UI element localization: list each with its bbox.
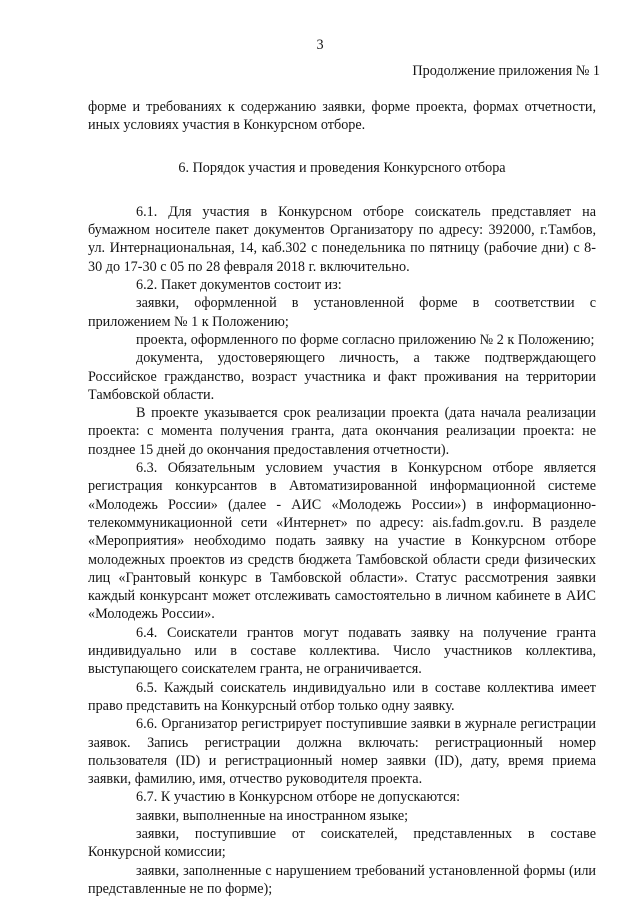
page-number: 3 (316, 37, 324, 53)
paragraph-6-5: 6.5. Каждый соискатель индивидуально или в составе коллектива имеет право представить на Конкурсный отбор только одну заявку. (88, 679, 596, 714)
list-item-commission-members: заявки, поступившие от соискателей, представленных в составе Конкурсной комиссии; (88, 825, 596, 861)
section-title: 6. Порядок участия и проведения Конкурсного отбора (178, 159, 506, 176)
intro-paragraph: форме и требованиях к содержанию заявки, форме проекта, формах отчетности, иных условиях участия в Конкурсном отборе. (88, 99, 596, 134)
list-item-foreign-language: заявки, выполненные на иностранном языке; (136, 807, 409, 824)
paragraph-6-1: 6.1. Для участия в Конкурсном отборе соискатель представляет на бумажном носителе пакет документов Организатору по адресу: 392000, г.Тамбов, ул. Интернациональная, 14, каб.302 с понедельника по пятницу (рабочие дни) с 8-30 до 17-30 с 05 по 28 февраля 2018 г. включительно. (88, 203, 596, 275)
paragraph-6-7: 6.7. К участию в Конкурсном отборе не допускаются: (136, 789, 461, 806)
list-item-identity-document: документа, удостоверяющего личность, а также подтверждающего Российское гражданство, возраст участника и факт проживания на территории Тамбовской области. (88, 350, 596, 403)
list-item-project: проекта, оформленного по форме согласно приложению № 2 к Положению; (136, 331, 595, 348)
paragraph-6-6: 6.6. Организатор регистрирует поступившие заявки в журнале регистрации заявок. Запись регистрации должна включать: регистрационный номер пользователя (ID) и регистрационный номер заявки (ID), дату, время приема заявки, фамилию, имя, отчество руководителя проекта. (88, 716, 596, 788)
list-item-application: заявки, оформленной в установленной форме в соответствии с приложением № 1 к Положению; (88, 295, 596, 330)
document-body (88, 98, 596, 898)
paragraph-6-4: 6.4. Соискатели грантов могут подавать заявку на получение гранта индивидуально или в составе коллектива. Число участников коллектива, выступающего соискателем гранта, не ограничивается. (88, 624, 596, 678)
list-item-form-violation: заявки, заполненные с нарушением требований установленной формы (или представленные не по форме); (88, 862, 596, 897)
paragraph-project-term: В проекте указывается срок реализации проекта (дата начала реализации проекта: с момента получения гранта, дата окончания реализации проекта: не позднее 15 дней до окончания предоставления отчетности). (88, 405, 596, 458)
appendix-note: Продолжение приложения № 1 (412, 63, 600, 79)
paragraph-6-3: 6.3. Обязательным условием участия в Конкурсном отборе является регистрация конкурсантов в Автоматизированной информационной системе «Молодежь России» (далее - АИС «Молодежь России») в информационно-телекоммуникационной сети «Интернет» по адресу: ais.fadm.gov.ru. В разделе «Мероприятия» необходимо подать заявку на участие в Конкурсном отборе молодежных проектов из средств бюджета Тамбовской области среди физических лиц «Грантовый конкурс в Тамбовской области». Статус рассмотрения заявки каждый конкурсант может отслеживать самостоятельно в личном кабинете в АИС «Молодежь России». (88, 460, 596, 623)
paragraph-6-2: 6.2. Пакет документов состоит из: (136, 277, 342, 294)
